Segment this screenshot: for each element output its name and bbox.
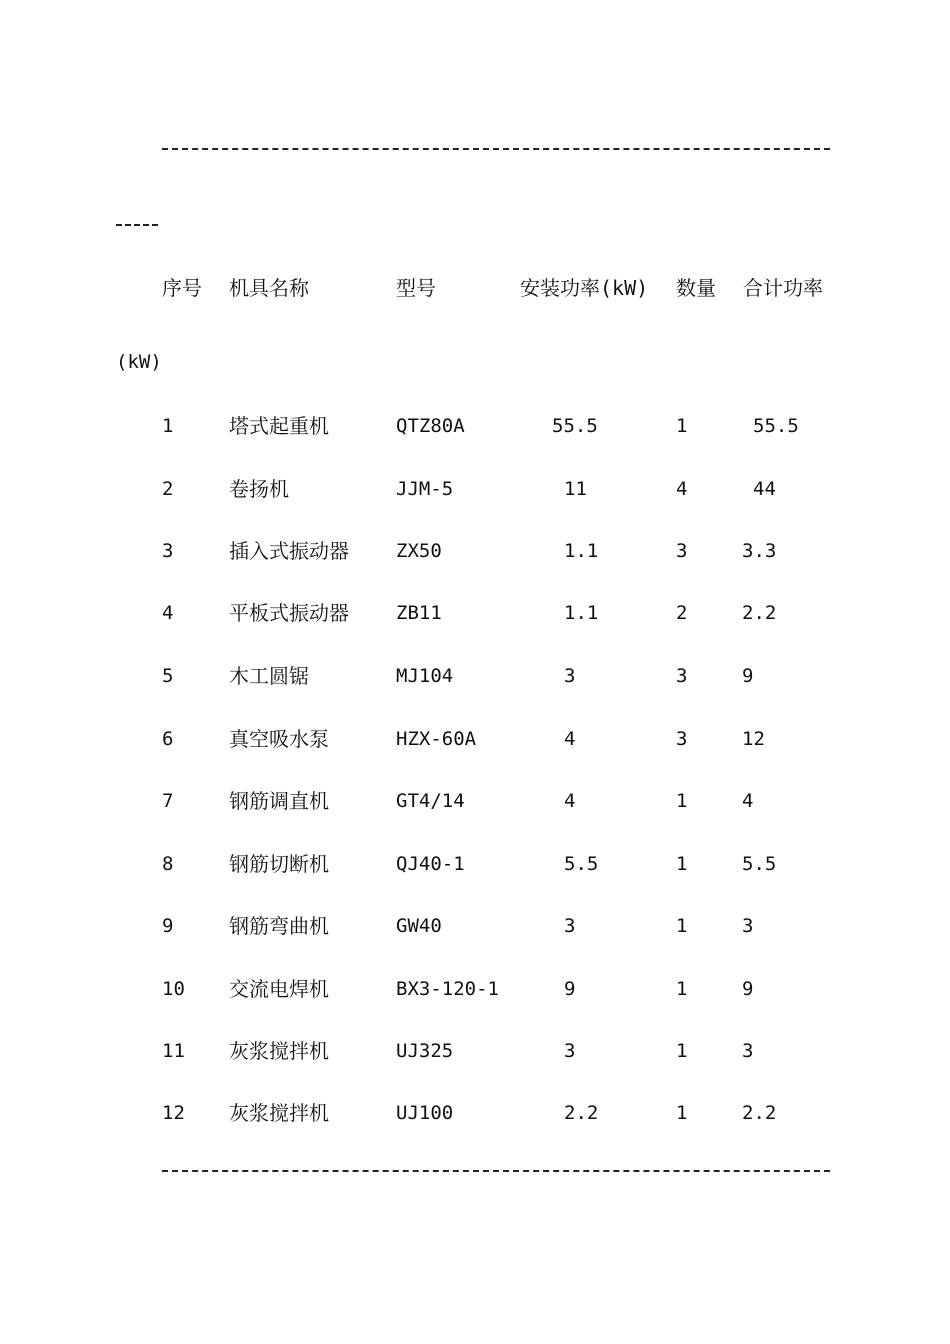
cell-no: 1 <box>162 415 174 437</box>
table-row <box>0 1038 950 1064</box>
cell-name: 灰浆搅拌机 <box>229 1039 329 1063</box>
cell-model: GT4/14 <box>396 790 465 812</box>
cell-qty: 1 <box>676 790 688 812</box>
cell-model: ZB11 <box>396 602 442 624</box>
cell-qty: 1 <box>676 1040 688 1062</box>
cell-qty: 1 <box>676 978 688 1000</box>
cell-no: 3 <box>162 540 174 562</box>
header-power: 安装功率(kW) <box>520 276 649 300</box>
header-total-unit: (kW) <box>116 351 162 373</box>
cell-total: 4 <box>742 790 754 812</box>
cell-no: 10 <box>162 978 185 1000</box>
cell-power: 2.2 <box>564 1102 599 1124</box>
cell-name: 灰浆搅拌机 <box>229 1101 329 1125</box>
cell-total: 3 <box>742 1040 754 1062</box>
table-row <box>0 726 950 752</box>
cell-qty: 3 <box>676 665 688 687</box>
cell-model: ZX50 <box>396 540 442 562</box>
cell-name: 卷扬机 <box>229 477 289 501</box>
cell-name: 钢筋弯曲机 <box>229 914 329 938</box>
table-row <box>0 538 950 564</box>
cell-name: 平板式振动器 <box>229 601 349 625</box>
cell-no: 5 <box>162 665 174 687</box>
table-row <box>0 663 950 689</box>
cell-power: 11 <box>564 478 587 500</box>
cell-power: 4 <box>564 728 576 750</box>
table-row <box>0 913 950 939</box>
top-dashed-rule <box>162 148 830 150</box>
top-dashed-rule-continuation <box>116 224 158 226</box>
header-model: 型号 <box>396 276 436 300</box>
cell-power: 5.5 <box>564 853 599 875</box>
cell-total: 5.5 <box>742 853 777 875</box>
cell-total: 9 <box>742 665 754 687</box>
table-row <box>0 1100 950 1126</box>
cell-total: 2.2 <box>742 1102 777 1124</box>
cell-qty: 2 <box>676 602 688 624</box>
cell-model: QJ40-1 <box>396 853 465 875</box>
header-name: 机具名称 <box>229 276 309 300</box>
cell-model: QTZ80A <box>396 415 465 437</box>
cell-total: 3 <box>742 915 754 937</box>
cell-total: 9 <box>742 978 754 1000</box>
cell-model: UJ100 <box>396 1102 454 1124</box>
cell-total: 3.3 <box>742 540 777 562</box>
cell-no: 4 <box>162 602 174 624</box>
table-row <box>0 851 950 877</box>
table-row <box>0 976 950 1002</box>
cell-total: 55.5 <box>753 415 799 437</box>
cell-power: 3 <box>564 1040 576 1062</box>
cell-power: 1.1 <box>564 540 599 562</box>
cell-no: 7 <box>162 790 174 812</box>
cell-qty: 1 <box>676 415 688 437</box>
cell-power: 55.5 <box>552 415 598 437</box>
table-row <box>0 788 950 814</box>
cell-model: JJM-5 <box>396 478 454 500</box>
cell-name: 交流电焊机 <box>229 977 329 1001</box>
cell-name: 真空吸水泵 <box>229 727 329 751</box>
cell-model: UJ325 <box>396 1040 454 1062</box>
cell-model: HZX-60A <box>396 728 477 750</box>
cell-no: 2 <box>162 478 174 500</box>
cell-power: 3 <box>564 665 576 687</box>
header-no: 序号 <box>162 276 202 300</box>
cell-name: 塔式起重机 <box>229 414 329 438</box>
table-row <box>0 476 950 502</box>
cell-total: 44 <box>753 478 776 500</box>
cell-qty: 1 <box>676 1102 688 1124</box>
cell-no: 6 <box>162 728 174 750</box>
cell-name: 木工圆锯 <box>229 664 309 688</box>
cell-model: MJ104 <box>396 665 454 687</box>
cell-power: 9 <box>564 978 576 1000</box>
cell-qty: 1 <box>676 853 688 875</box>
cell-name: 钢筋切断机 <box>229 852 329 876</box>
cell-no: 9 <box>162 915 174 937</box>
cell-qty: 4 <box>676 478 688 500</box>
header-total: 合计功率 <box>743 276 823 300</box>
table-row <box>0 413 950 439</box>
cell-name: 插入式振动器 <box>229 539 349 563</box>
cell-power: 1.1 <box>564 602 599 624</box>
cell-power: 4 <box>564 790 576 812</box>
bottom-dashed-rule <box>162 1170 830 1172</box>
cell-qty: 1 <box>676 915 688 937</box>
cell-model: GW40 <box>396 915 442 937</box>
cell-no: 12 <box>162 1102 185 1124</box>
table-row <box>0 600 950 626</box>
cell-qty: 3 <box>676 728 688 750</box>
cell-name: 钢筋调直机 <box>229 789 329 813</box>
cell-no: 11 <box>162 1040 185 1062</box>
cell-total: 12 <box>742 728 765 750</box>
header-qty: 数量 <box>676 276 716 300</box>
cell-power: 3 <box>564 915 576 937</box>
cell-total: 2.2 <box>742 602 777 624</box>
cell-no: 8 <box>162 853 174 875</box>
cell-qty: 3 <box>676 540 688 562</box>
cell-model: BX3-120-1 <box>396 978 499 1000</box>
